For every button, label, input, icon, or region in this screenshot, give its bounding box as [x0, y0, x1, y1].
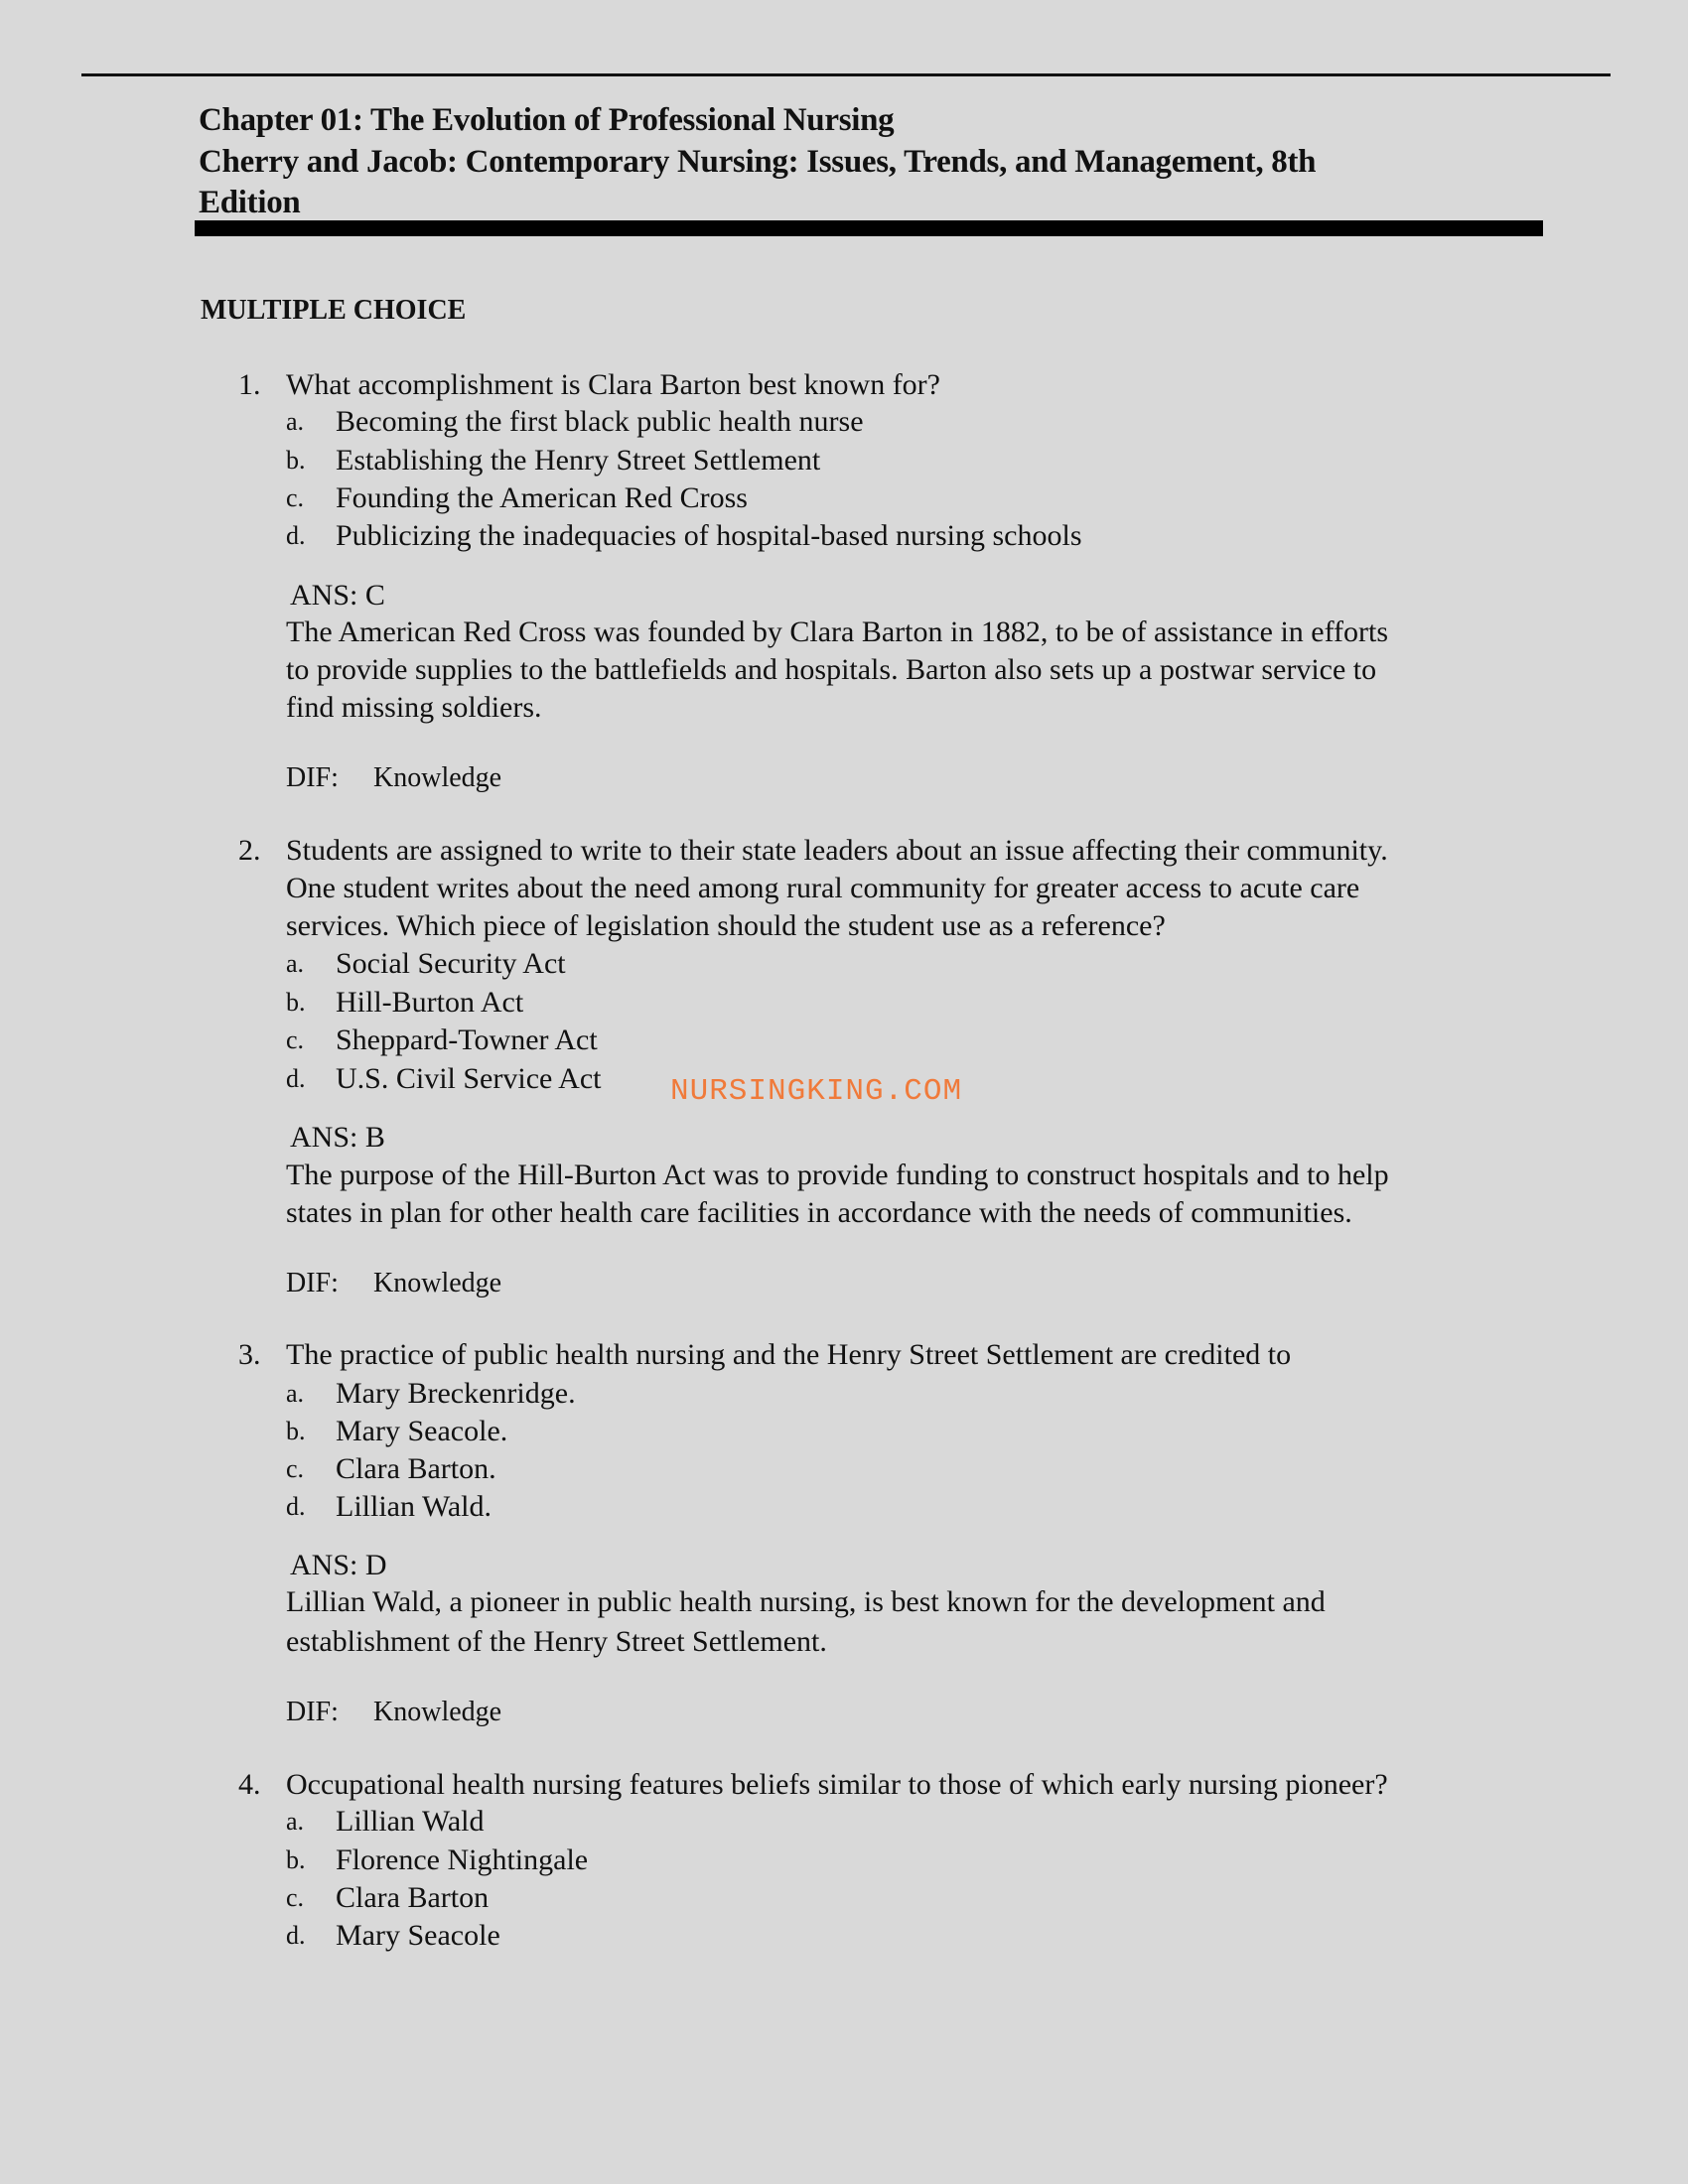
option-letter: d. — [286, 521, 306, 550]
option-text: Founding the American Red Cross — [336, 481, 748, 514]
option-letter: d. — [286, 1064, 306, 1093]
option-letter: a. — [286, 1379, 305, 1408]
option-letter: c. — [286, 1883, 305, 1912]
option-text: Mary Seacole — [336, 1919, 500, 1952]
answer-key: ANS: B — [290, 1121, 385, 1154]
option-text: Hill-Burton Act — [336, 986, 524, 1019]
chapter-title: Chapter 01: The Evolution of Professional Nursing — [199, 102, 895, 138]
option-letter: b. — [286, 1417, 306, 1445]
book-title: Cherry and Jacob: Contemporary Nursing: Issues, Trends, and Management, 8th — [199, 144, 1317, 180]
option-text: Mary Breckenridge. — [336, 1377, 576, 1410]
option-text: Clara Barton — [336, 1881, 490, 1914]
answer-key: ANS: C — [290, 579, 385, 612]
question-text: Students are assigned to write to their state leaders about an issue affecting their community. — [286, 834, 1388, 867]
rationale-text: establishment of the Henry Street Settlement. — [286, 1625, 827, 1658]
book-title-edition: Edition — [199, 185, 301, 220]
question-text: services. Which piece of legislation should the student use as a reference? — [286, 909, 1166, 942]
top-rule — [81, 73, 1611, 76]
question-number: 1. — [238, 368, 261, 401]
question-number: 3. — [238, 1338, 261, 1371]
option-letter: c. — [286, 1454, 305, 1483]
question-text: The practice of public health nursing and the Henry Street Settlement are credited to — [286, 1338, 1292, 1371]
question-text: What accomplishment is Clara Barton best known for? — [286, 368, 940, 401]
difficulty-label: DIF: — [286, 1268, 339, 1298]
option-text: Clara Barton. — [336, 1452, 496, 1485]
option-text: Becoming the first black public health nurse — [336, 405, 864, 438]
option-letter: d. — [286, 1492, 306, 1521]
option-text: Florence Nightingale — [336, 1843, 589, 1876]
option-text: Sheppard-Towner Act — [336, 1024, 598, 1056]
rationale-text: states in plan for other health care facilities in accordance with the needs of communities. — [286, 1196, 1352, 1229]
section-heading: MULTIPLE CHOICE — [201, 295, 467, 326]
option-letter: a. — [286, 407, 305, 436]
option-text: U.S. Civil Service Act — [336, 1062, 602, 1095]
question-number: 2. — [238, 834, 261, 867]
option-letter: b. — [286, 1845, 306, 1874]
rationale-text: The American Red Cross was founded by Clara Barton in 1882, to be of assistance in efforts — [286, 615, 1389, 648]
title-divider — [195, 220, 1543, 236]
watermark-text: NURSINGKING.COM — [670, 1074, 963, 1109]
question-text: One student writes about the need among rural community for greater access to acute care — [286, 872, 1360, 904]
rationale-text: find missing soldiers. — [286, 691, 542, 724]
option-text: Lillian Wald — [336, 1805, 485, 1838]
option-letter: a. — [286, 1807, 305, 1836]
option-text: Publicizing the inadequacies of hospital-based nursing schools — [336, 519, 1082, 552]
question-number: 4. — [238, 1768, 261, 1801]
rationale-text: The purpose of the Hill-Burton Act was to provide funding to construct hospitals and to help — [286, 1159, 1389, 1191]
option-letter: b. — [286, 988, 306, 1017]
difficulty-value: Knowledge — [373, 1268, 502, 1298]
option-text: Establishing the Henry Street Settlement — [336, 444, 821, 477]
difficulty-label: DIF: — [286, 762, 339, 793]
option-letter: c. — [286, 1025, 305, 1054]
option-text: Mary Seacole. — [336, 1415, 508, 1447]
question-text: Occupational health nursing features beliefs similar to those of which early nursing pioneer? — [286, 1768, 1388, 1801]
difficulty-label: DIF: — [286, 1697, 339, 1727]
option-letter: a. — [286, 949, 305, 978]
difficulty-value: Knowledge — [373, 762, 502, 793]
rationale-text: Lillian Wald, a pioneer in public health nursing, is best known for the development and — [286, 1585, 1326, 1618]
option-letter: b. — [286, 446, 306, 475]
rationale-text: to provide supplies to the battlefields and hospitals. Barton also sets up a postwar service to — [286, 653, 1377, 686]
difficulty-value: Knowledge — [373, 1697, 502, 1727]
answer-key: ANS: D — [290, 1549, 387, 1581]
option-text: Social Security Act — [336, 947, 566, 980]
option-letter: d. — [286, 1921, 306, 1950]
option-text: Lillian Wald. — [336, 1490, 492, 1523]
option-letter: c. — [286, 483, 305, 512]
